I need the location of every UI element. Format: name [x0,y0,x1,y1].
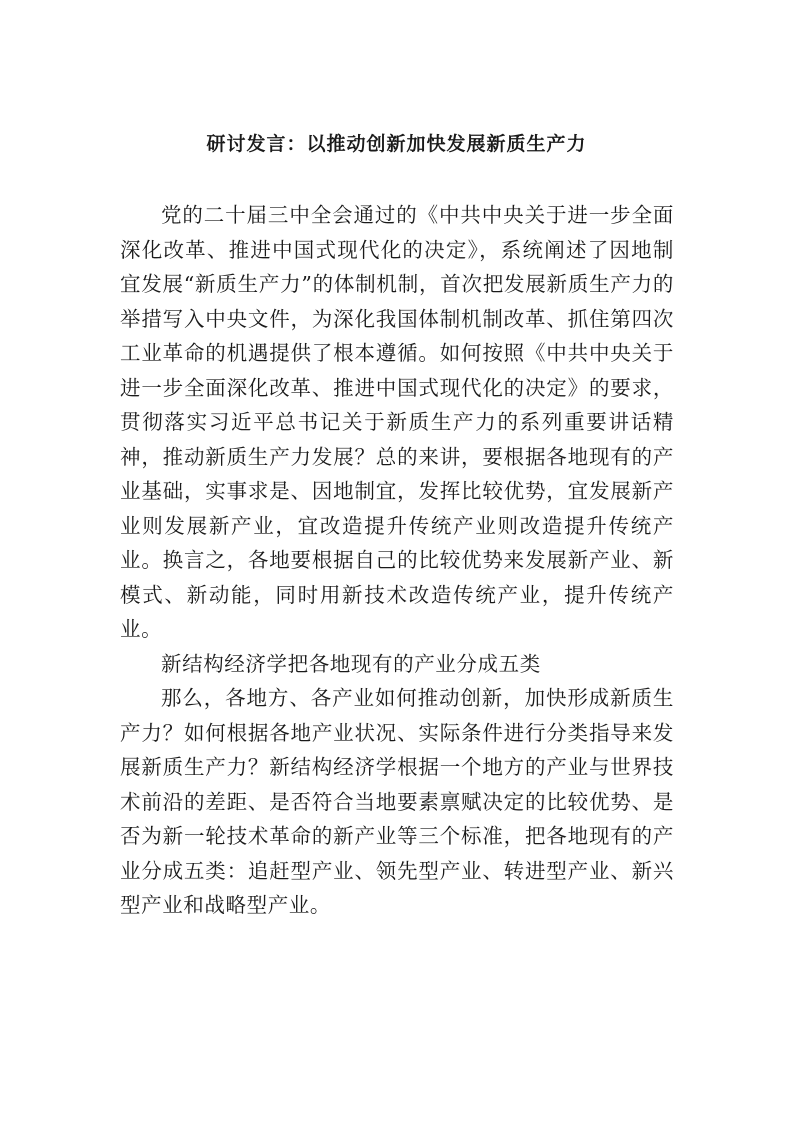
paragraph-five-industries: 那么，各地方、各产业如何推动创新，加快形成新质生产力？如何根据各地产业状况、实际条件进行分类指导来发展新质生产力？新结构经济学根据一个地方的产业与世界技术前沿的差距、是否符合当地要素禀赋决定的比较优势、是否为新一轮技术革命的新产业等三个标准，把各地现有的产业分成五类：追赶型产业、领先型产业、转进型产业、新兴型产业和战略型产业。 [120,686,674,917]
section-heading: 新结构经济学把各地现有的产业分成五类 [161,651,541,676]
document-title: 研讨发言：以推动创新加快发展新质生产力 [206,133,587,155]
paragraph-intro: 党的二十届三中全会通过的《中共中央关于进一步全面深化改革、推进中国式现代化的决定》，系统阐述了因地制宜发展“新质生产力”的体制机制，首次把发展新质生产力的举措写入中央文件，为深化我国体制机制改革、抓住第四次工业革命的机遇提供了根本遵循。如何按照《中共中央关于进一步全面深化改革、推进中国式现代化的决定》的要求，贯彻落实习近平总书记关于新质生产力的系列重要讲话精神，推动新质生产力发展？总的来讲，要根据各地现有的产业基础，实事求是、因地制宜，发挥比较优势，宜发展新产业则发展新产业，宜改造提升传统产业则改造提升传统产业。换言之，各地要根据自己的比较优势来发展新产业、新模式、新动能，同时用新技术改造传统产业，提升传统产业。 [120,203,674,641]
document-body [120,198,674,923]
